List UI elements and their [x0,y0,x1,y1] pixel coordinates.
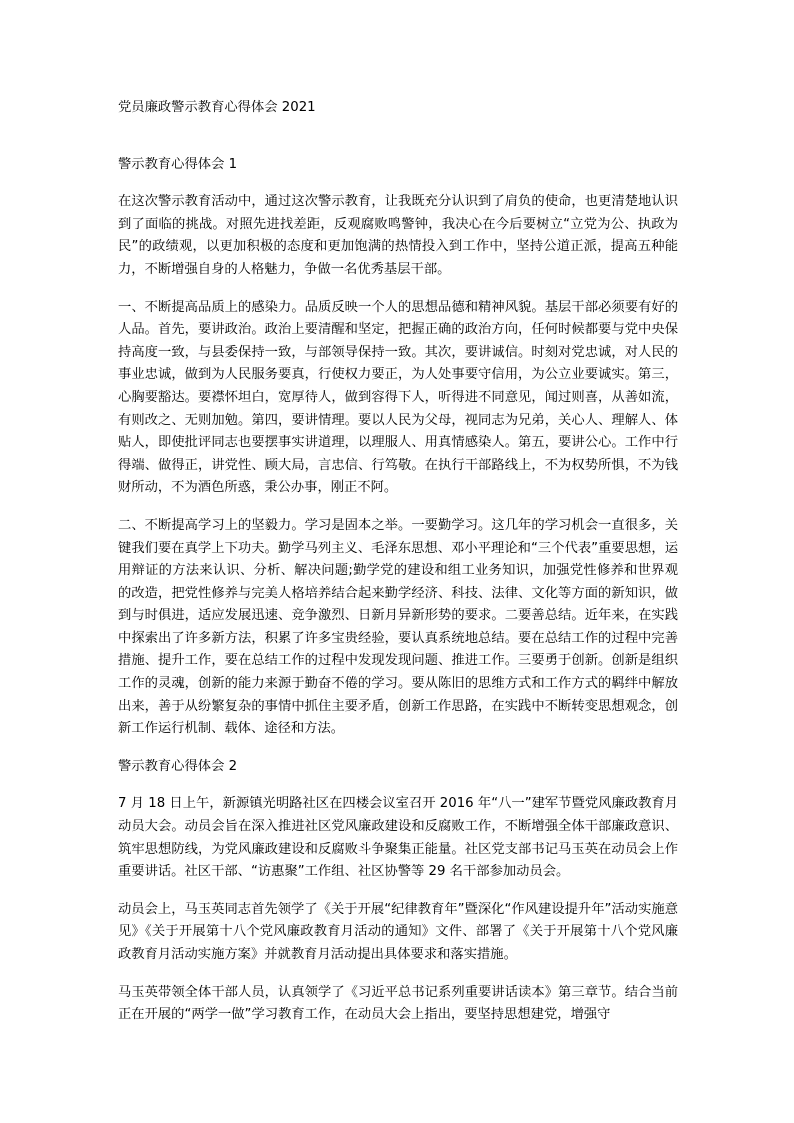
paragraph: 二、不断提高学习上的坚毅力。学习是固本之举。一要勤学习。这几年的学习机会一直很多，关键我们要在真学上下功夫。勤学马列主义、毛泽东思想、邓小平理论和“三个代表”重要思想，运用辩证的方法来认识、分析、解决问题;勤学党的建设和组工业务知识，加强党性修养和世界观的改造，把党性修养与完美人格培养结合起来勤学经济、科技、法律、文化等方面的新知识，做到与时俱进，适应发展迅速、竞争激烈、日新月异新形势的要求。二要善总结。近年来，在实践中探索出了许多新方法，积累了许多宝贵经验，要认真系统地总结。要在总结工作的过程中完善措施、提升工作，要在总结工作的过程中发现发现问题、推进工作。三要勇于创新。创新是组织工作的灵魂，创新的能力来源于勤奋不倦的学习。要从陈旧的思维方式和工作方式的羁绊中解放出来，善于从纷繁复杂的事情中抓住主要矛盾，创新工作思路，在实践中不断转变思想观念，创新工作运行机制、载体、途径和方法。 [118,517,678,737]
paragraph: 一、不断提高品质上的感染力。品质反映一个人的思想品德和精神风貌。基层干部必须要有好的人品。首先，要讲政治。政治上要清醒和坚定，把握正确的政治方向，任何时候都要与党中央保持高度一致，与县委保持一致，与部领导保持一致。其次，要讲诚信。时刻对党忠诚，对人民的事业忠诚，做到为人民服务要真，行使权力要正，为人处事要守信用，为公立业要诚实。第三，心胸要豁达。要襟怀坦白，宽厚待人，做到容得下人，听得进不同意见，闻过则喜，从善如流，有则改之、无则加勉。第四，要讲情理。要以人民为父母，视同志为兄弟，关心人、理解人、体贴人，即使批评同志也要摆事实讲道理，以理服人、用真情感染人。第五，要讲公心。工作中行得端、做得正，讲党性、顾大局，言忠信、行笃敬。在执行干部路线上，不为权势所惧，不为钱财所动，不为酒色所惑，秉公办事，刚正不阿。 [118,299,678,496]
paragraph: 动员会上，马玉英同志首先领学了《关于开展“纪律教育年”暨深化“作风建设提升年”活动实施意见》《关于开展第十八个党风廉政教育月活动的通知》文件、部署了《关于开展第十八个党风廉政教育月活动实施方案》并就教育月活动提出具体要求和落实措施。 [118,901,678,962]
section-heading-2: 警示教育心得体会 2 [118,758,238,774]
paragraph: 7 月 18 日上午，新源镇光明路社区在四楼会议室召开 2016 年“八一”建军节暨党风廉政教育月动员大会。动员会旨在深入推进社区党风廉政建设和反腐败工作，不断增强全体干部廉政意识、筑牢思想防线，为党风廉政建设和反腐败斗争聚集正能量。社区党支部书记马玉英在动员会上作重要讲话。社区干部、“访惠聚”工作组、社区协警等 29 名干部参加动员会。 [118,796,678,880]
section-heading-1: 警示教育心得体会 1 [118,156,238,172]
document-page [118,97,678,1042]
document-title: 党员廉政警示教育心得体会 2021 [118,100,316,115]
paragraph: 马玉英带领全体干部人员，认真领学了《习近平总书记系列重要讲话读本》第三章节。结合当前正在开展的“两学一做”学习教育工作，在动员大会上指出，要坚持思想建党，增强守 [118,984,678,1023]
paragraph: 在这次警示教育活动中，通过这次警示教育，让我既充分认识到了肩负的使命，也更清楚地认识到了面临的挑战。对照先进找差距，反观腐败鸣警钟，我决心在今后要树立“立党为公、执政为民”的政绩观，以更加积极的态度和更加饱满的热情投入到工作中，坚持公道正派，提高五种能力，不断增强自身的人格魅力，争做一名优秀基层干部。 [118,194,678,277]
